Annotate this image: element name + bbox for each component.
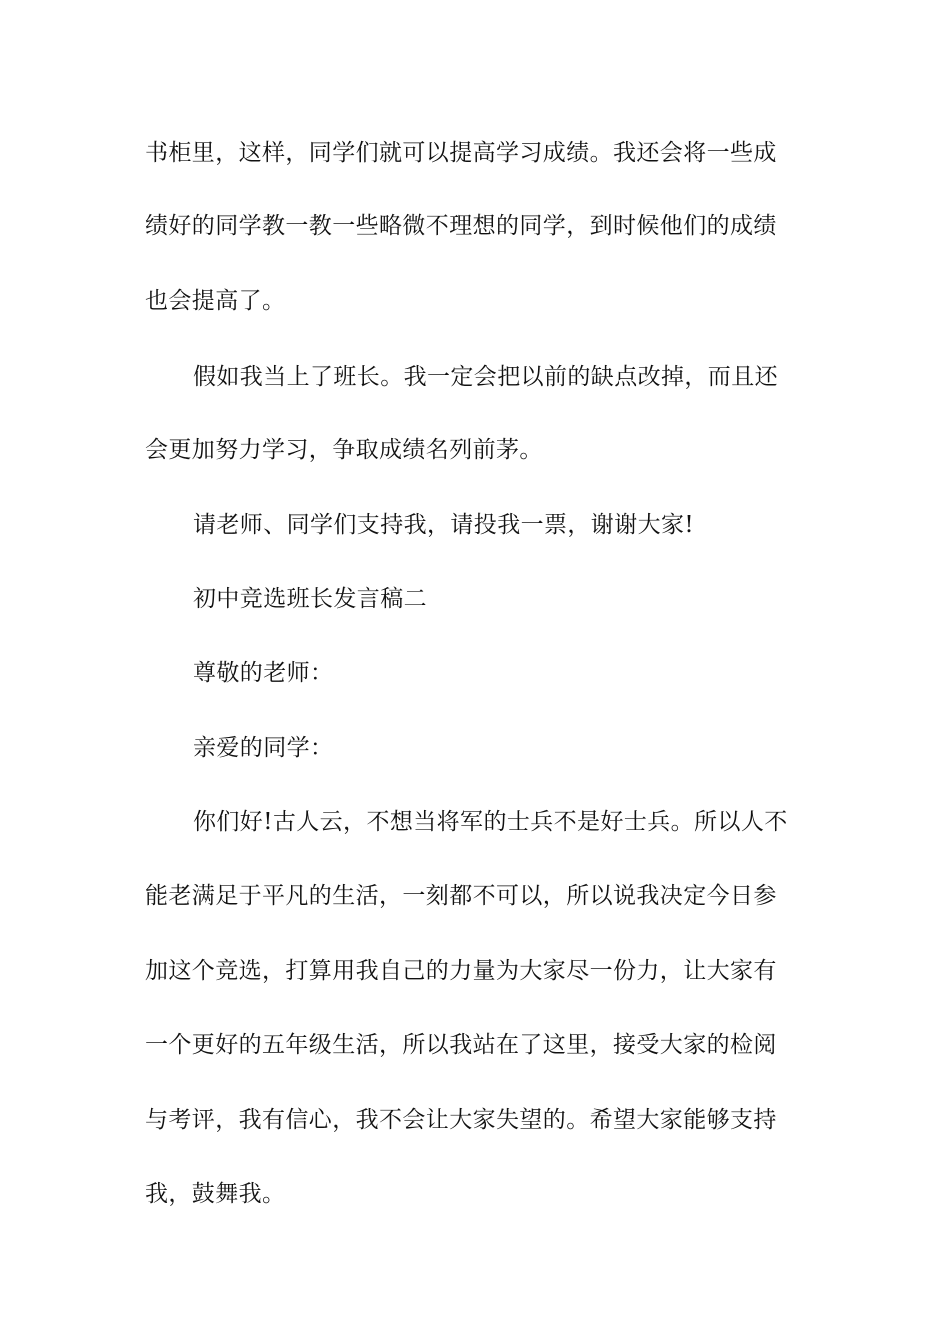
text-line: 书柜里，这样，同学们就可以提高学习成绩。我还会将一些成 — [145, 140, 777, 166]
salutation-classmates: 亲爱的同学： — [193, 735, 334, 761]
text-line: 能老满足于平凡的生活，一刻都不可以，所以说我决定今日参 — [145, 883, 777, 909]
text-line: 也会提高了。 — [145, 288, 286, 314]
section-title: 初中竞选班长发言稿二 — [193, 586, 427, 612]
text-line: 绩好的同学教一教一些略微不理想的同学，到时候他们的成绩 — [145, 213, 777, 239]
paragraph-first-line: 假如我当上了班长。我一定会把以前的缺点改掉，而且还 — [193, 364, 778, 390]
closing-line: 请老师、同学们支持我，请投我一票，谢谢大家! — [193, 512, 695, 538]
text-line: 加这个竞选，打算用我自己的力量为大家尽一份力，让大家有 — [145, 958, 777, 984]
salutation-teachers: 尊敬的老师： — [193, 660, 334, 686]
text-line: 会更加努力学习，争取成绩名列前茅。 — [145, 437, 543, 463]
paragraph-first-line: 你们好!古人云，不想当将军的士兵不是好士兵。所以人不 — [193, 809, 788, 835]
text-line: 一个更好的五年级生活，所以我站在了这里，接受大家的检阅 — [145, 1032, 777, 1058]
text-line: 与考评，我有信心，我不会让大家失望的。希望大家能够支持 — [145, 1107, 777, 1133]
text-line: 我，鼓舞我。 — [145, 1181, 286, 1207]
